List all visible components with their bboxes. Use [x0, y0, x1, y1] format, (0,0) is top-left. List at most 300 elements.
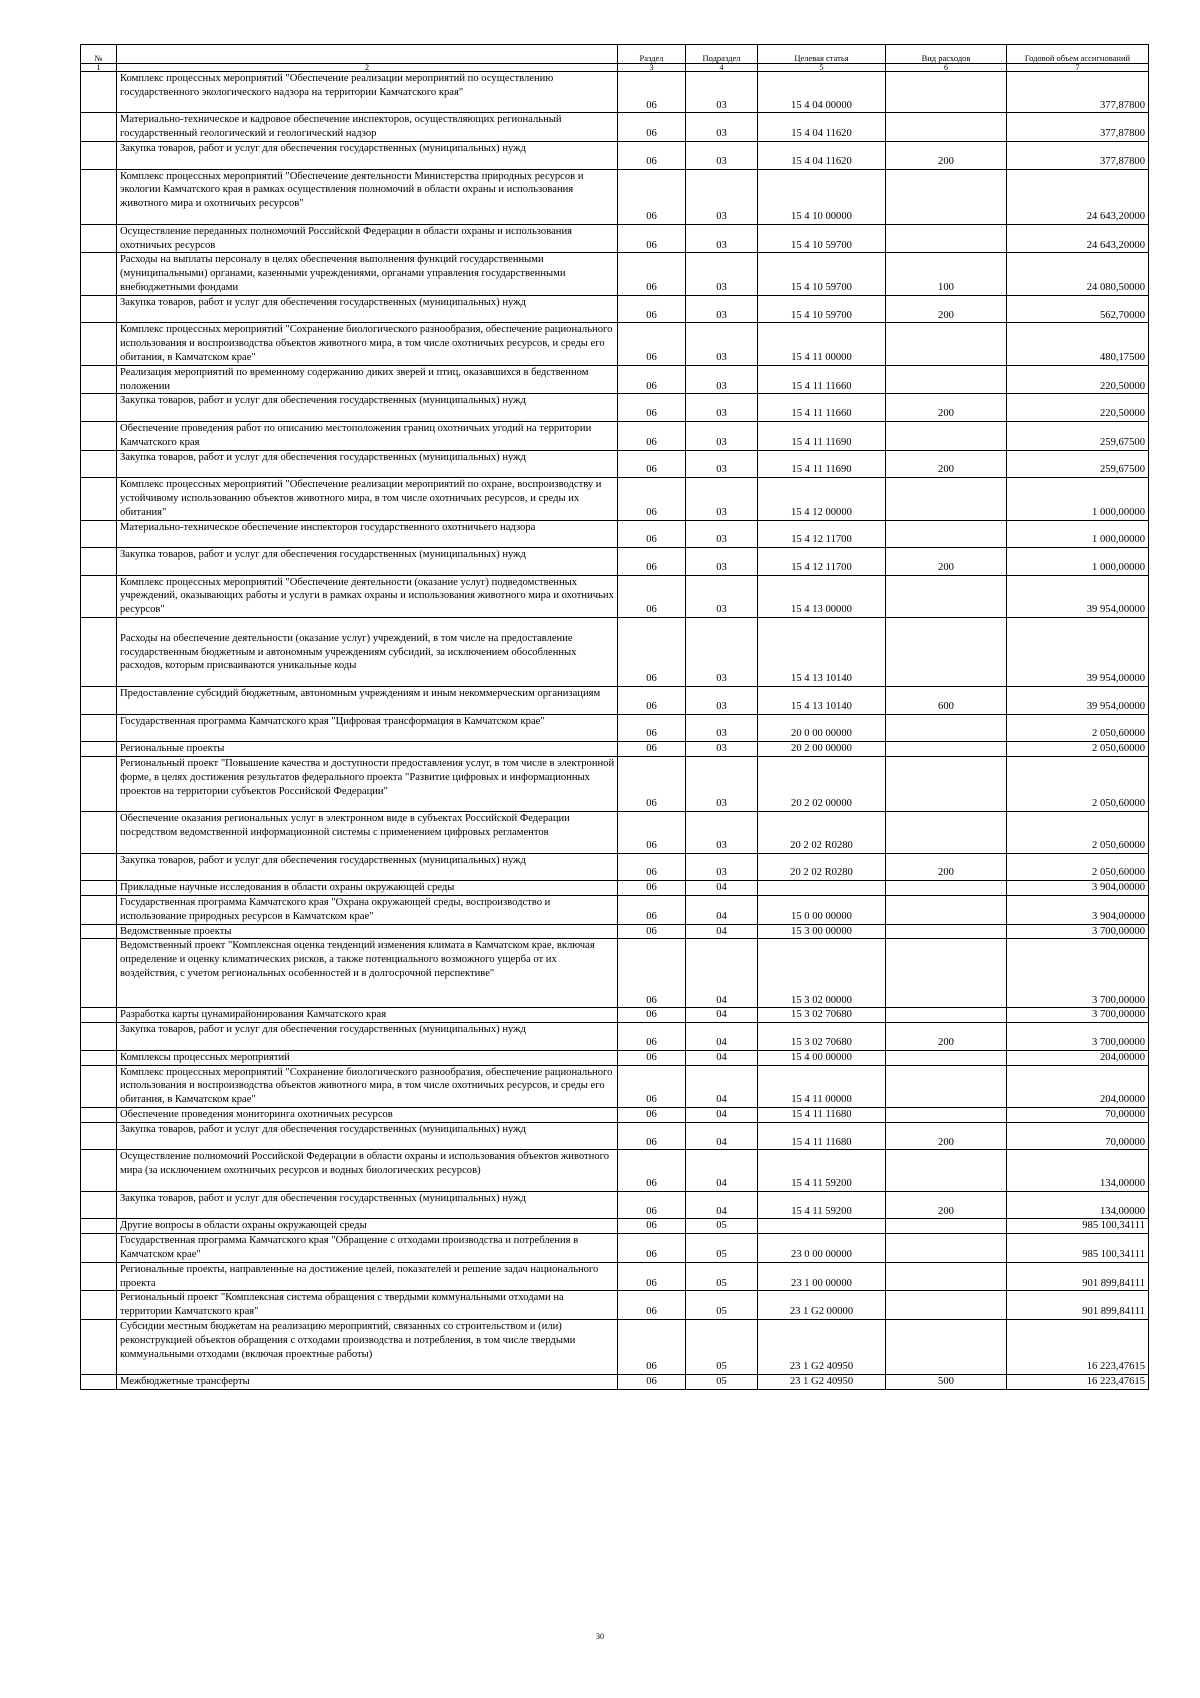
header-expense-type: Вид расходов: [886, 45, 1007, 64]
row-podrazdel-cell: 03: [686, 478, 758, 520]
row-podrazdel-cell: 03: [686, 757, 758, 812]
header-target-article: Целевая статья: [758, 45, 886, 64]
row-podrazdel-cell: 03: [686, 141, 758, 169]
row-razdel-cell: 06: [618, 896, 686, 925]
row-expense-type-cell: [886, 618, 1007, 687]
row-razdel-cell: 06: [618, 169, 686, 224]
row-expense-type-cell: [886, 1050, 1007, 1065]
row-razdel-cell: 06: [618, 520, 686, 548]
row-razdel-cell: 06: [618, 1008, 686, 1023]
row-target-article-cell: 23 1 G2 00000: [758, 1291, 886, 1320]
header-number: №: [81, 45, 117, 64]
table-row: [81, 1050, 1149, 1065]
row-amount-cell: 985 100,34111: [1007, 1234, 1149, 1263]
row-razdel-cell: 06: [618, 450, 686, 478]
table-row: [81, 924, 1149, 939]
row-number-cell: [81, 896, 117, 925]
row-target-article-cell: 15 4 10 59700: [758, 253, 886, 295]
row-amount-cell: 259,67500: [1007, 450, 1149, 478]
row-name-cell: Государственная программа Камчатского края "Охрана окружающей среды, воспроизводство и использование природных ресурсов в Камчатском крае": [117, 896, 618, 925]
row-target-article-cell: 15 4 11 00000: [758, 1065, 886, 1107]
row-expense-type-cell: [886, 714, 1007, 742]
row-target-article-cell: 15 4 00 00000: [758, 1050, 886, 1065]
row-number-cell: [81, 1319, 117, 1374]
row-target-article-cell: 15 3 02 70680: [758, 1008, 886, 1023]
row-name-cell: Комплексы процессных мероприятий: [117, 1050, 618, 1065]
row-razdel-cell: 06: [618, 1122, 686, 1150]
row-podrazdel-cell: 04: [686, 924, 758, 939]
row-amount-cell: 480,17500: [1007, 323, 1149, 365]
row-target-article-cell: 15 4 10 00000: [758, 169, 886, 224]
column-number: 5: [758, 64, 886, 72]
row-number-cell: [81, 742, 117, 757]
row-razdel-cell: 06: [618, 757, 686, 812]
table-row: [81, 548, 1149, 576]
column-number: 6: [886, 64, 1007, 72]
row-expense-type-cell: [886, 742, 1007, 757]
header-name: [117, 45, 618, 64]
table-row: [81, 141, 1149, 169]
row-podrazdel-cell: 04: [686, 1065, 758, 1107]
row-podrazdel-cell: 04: [686, 1023, 758, 1051]
row-razdel-cell: 06: [618, 323, 686, 365]
table-row: [81, 478, 1149, 520]
row-razdel-cell: 06: [618, 924, 686, 939]
row-podrazdel-cell: 03: [686, 812, 758, 853]
row-number-cell: [81, 853, 117, 881]
table-row: [81, 365, 1149, 394]
row-podrazdel-cell: 03: [686, 224, 758, 253]
table-row: [81, 1234, 1149, 1263]
row-razdel-cell: 06: [618, 1150, 686, 1191]
row-number-cell: [81, 757, 117, 812]
row-podrazdel-cell: 03: [686, 575, 758, 617]
table-row: [81, 323, 1149, 365]
row-expense-type-cell: 600: [886, 687, 1007, 715]
row-amount-cell: 24 643,20000: [1007, 224, 1149, 253]
row-razdel-cell: 06: [618, 1375, 686, 1390]
row-target-article-cell: 20 0 00 00000: [758, 714, 886, 742]
row-expense-type-cell: [886, 323, 1007, 365]
row-name-cell: Материально-техническое и кадровое обеспечение инспекторов, осуществляющих региональный государственный геологический и геологический надзор: [117, 113, 618, 142]
row-target-article-cell: 15 3 02 70680: [758, 1023, 886, 1051]
row-expense-type-cell: 200: [886, 450, 1007, 478]
row-expense-type-cell: 200: [886, 1122, 1007, 1150]
row-name-cell: Закупка товаров, работ и услуг для обеспечения государственных (муниципальных) нужд: [117, 1023, 618, 1051]
row-number-cell: [81, 575, 117, 617]
row-amount-cell: 16 223,47615: [1007, 1319, 1149, 1374]
row-podrazdel-cell: 05: [686, 1291, 758, 1320]
row-razdel-cell: 06: [618, 1050, 686, 1065]
table-row: [81, 1150, 1149, 1191]
table-row: [81, 618, 1149, 687]
table-row: [81, 1191, 1149, 1219]
row-name-cell: Межбюджетные трансферты: [117, 1375, 618, 1390]
row-amount-cell: 2 050,60000: [1007, 812, 1149, 853]
row-razdel-cell: 06: [618, 224, 686, 253]
row-amount-cell: 377,87800: [1007, 113, 1149, 142]
row-target-article-cell: 20 2 02 R0280: [758, 812, 886, 853]
table-row: [81, 881, 1149, 896]
row-number-cell: [81, 548, 117, 576]
row-razdel-cell: 06: [618, 1234, 686, 1263]
row-razdel-cell: 06: [618, 687, 686, 715]
row-razdel-cell: 06: [618, 939, 686, 1008]
row-podrazdel-cell: 04: [686, 1050, 758, 1065]
row-razdel-cell: 06: [618, 548, 686, 576]
row-podrazdel-cell: 03: [686, 365, 758, 394]
header-annual-volume: Годовой объем ассигнований: [1007, 45, 1149, 64]
row-podrazdel-cell: 03: [686, 394, 758, 422]
row-name-cell: Прикладные научные исследования в области охраны окружающей среды: [117, 881, 618, 896]
row-amount-cell: 901 899,84111: [1007, 1291, 1149, 1320]
row-expense-type-cell: [886, 72, 1007, 113]
row-expense-type-cell: [886, 421, 1007, 450]
row-name-cell: Предоставление субсидий бюджетным, автономным учреждениям и иным некоммерческим организациям: [117, 687, 618, 715]
row-name-cell: Комплекс процессных мероприятий "Обеспечение реализации мероприятий по охране, воспроизводству и устойчивому использованию объектов животного мира, в том числе охотничьих ресурсов, и среды их обитания": [117, 478, 618, 520]
row-name-cell: Осуществление полномочий Российской Федерации в области охраны и использования объектов животного мира (за исключением охотничьих ресурсов и водных биологических ресурсов): [117, 1150, 618, 1191]
row-number-cell: [81, 1023, 117, 1051]
row-expense-type-cell: [886, 169, 1007, 224]
table-row: [81, 113, 1149, 142]
row-expense-type-cell: [886, 896, 1007, 925]
row-number-cell: [81, 1219, 117, 1234]
row-amount-cell: 3 700,00000: [1007, 1023, 1149, 1051]
row-podrazdel-cell: 03: [686, 169, 758, 224]
row-number-cell: [81, 72, 117, 113]
row-podrazdel-cell: 03: [686, 520, 758, 548]
row-target-article-cell: [758, 1219, 886, 1234]
row-razdel-cell: 06: [618, 618, 686, 687]
row-number-cell: [81, 1065, 117, 1107]
row-target-article-cell: 23 1 G2 40950: [758, 1319, 886, 1374]
row-amount-cell: 220,50000: [1007, 394, 1149, 422]
table-row: [81, 1375, 1149, 1390]
row-target-article-cell: 15 4 04 11620: [758, 113, 886, 142]
row-expense-type-cell: 200: [886, 853, 1007, 881]
row-number-cell: [81, 394, 117, 422]
row-razdel-cell: 06: [618, 881, 686, 896]
row-number-cell: [81, 1122, 117, 1150]
row-podrazdel-cell: 03: [686, 618, 758, 687]
row-name-cell: Обеспечение проведения мониторинга охотничьих ресурсов: [117, 1108, 618, 1123]
row-target-article-cell: 23 1 00 00000: [758, 1262, 886, 1291]
row-target-article-cell: 15 4 11 11690: [758, 421, 886, 450]
row-expense-type-cell: [886, 1219, 1007, 1234]
row-name-cell: Региональный проект "Комплексная система обращения с твердыми коммунальными отходами на территории Камчатского края": [117, 1291, 618, 1320]
row-expense-type-cell: [886, 1234, 1007, 1263]
row-number-cell: [81, 478, 117, 520]
row-name-cell: Государственная программа Камчатского края "Цифровая трансформация в Камчатском крае": [117, 714, 618, 742]
row-name-cell: Региональный проект "Повышение качества и доступности предоставления услуг, в том числе в электронной форме, в целях достижения результатов федерального проекта "Развитие цифровых и информационных проектов на территории субъектов Российской Федерации": [117, 757, 618, 812]
table-row: [81, 169, 1149, 224]
row-name-cell: Закупка товаров, работ и услуг для обеспечения государственных (муниципальных) нужд: [117, 548, 618, 576]
row-number-cell: [81, 295, 117, 323]
row-razdel-cell: 06: [618, 853, 686, 881]
row-expense-type-cell: 100: [886, 253, 1007, 295]
row-razdel-cell: 06: [618, 141, 686, 169]
row-razdel-cell: 06: [618, 1108, 686, 1123]
row-name-cell: Обеспечение оказания региональных услуг в электронном виде в субъектах Российской Федерации посредством ведомственной информационной системы с применением цифровых регламентов: [117, 812, 618, 853]
header-row: [81, 45, 1149, 64]
row-number-cell: [81, 421, 117, 450]
budget-table: [80, 44, 1149, 1390]
row-target-article-cell: [758, 881, 886, 896]
table-row: [81, 1291, 1149, 1320]
row-razdel-cell: 06: [618, 742, 686, 757]
row-expense-type-cell: [886, 1291, 1007, 1320]
table-row: [81, 72, 1149, 113]
row-number-cell: [81, 141, 117, 169]
table-row: [81, 1008, 1149, 1023]
row-expense-type-cell: [886, 881, 1007, 896]
row-podrazdel-cell: 03: [686, 72, 758, 113]
row-amount-cell: 24 643,20000: [1007, 169, 1149, 224]
row-podrazdel-cell: 04: [686, 1191, 758, 1219]
table-row: [81, 1108, 1149, 1123]
row-target-article-cell: 15 4 10 59700: [758, 224, 886, 253]
row-amount-cell: 985 100,34111: [1007, 1219, 1149, 1234]
table-row: [81, 520, 1149, 548]
table-row: [81, 742, 1149, 757]
row-podrazdel-cell: 03: [686, 742, 758, 757]
row-podrazdel-cell: 03: [686, 450, 758, 478]
row-name-cell: Реализация мероприятий по временному содержанию диких зверей и птиц, оказавшихся в бедственном положении: [117, 365, 618, 394]
row-podrazdel-cell: 03: [686, 853, 758, 881]
row-target-article-cell: 15 4 11 11680: [758, 1108, 886, 1123]
row-target-article-cell: 20 2 00 00000: [758, 742, 886, 757]
row-number-cell: [81, 520, 117, 548]
row-number-cell: [81, 1050, 117, 1065]
row-amount-cell: 1 000,00000: [1007, 478, 1149, 520]
row-amount-cell: 3 700,00000: [1007, 939, 1149, 1008]
table-row: [81, 575, 1149, 617]
row-amount-cell: 134,00000: [1007, 1191, 1149, 1219]
row-number-cell: [81, 618, 117, 687]
row-amount-cell: 3 700,00000: [1007, 924, 1149, 939]
row-amount-cell: 2 050,60000: [1007, 853, 1149, 881]
row-number-cell: [81, 1291, 117, 1320]
row-podrazdel-cell: 04: [686, 1122, 758, 1150]
row-razdel-cell: 06: [618, 1319, 686, 1374]
row-name-cell: Комплекс процессных мероприятий "Обеспечение деятельности Министерства природных ресурсов и экологии Камчатского края в рамках осуществления полномочий в области охраны и использования животного мира и охотничьих ресурсов": [117, 169, 618, 224]
row-number-cell: [81, 1262, 117, 1291]
row-name-cell: Закупка товаров, работ и услуг для обеспечения государственных (муниципальных) нужд: [117, 141, 618, 169]
column-number: 2: [117, 64, 618, 72]
row-amount-cell: 39 954,00000: [1007, 687, 1149, 715]
row-expense-type-cell: [886, 1150, 1007, 1191]
header-razdel: Раздел: [618, 45, 686, 64]
row-name-cell: Субсидии местным бюджетам на реализацию мероприятий, связанных со строительством и (или) реконструкцией объектов обращения с отходами производства и потребления, в том числе твердыми коммунальными отходами (включая проектные работы): [117, 1319, 618, 1374]
row-amount-cell: 3 904,00000: [1007, 881, 1149, 896]
row-target-article-cell: 15 4 11 59200: [758, 1150, 886, 1191]
row-target-article-cell: 15 4 10 59700: [758, 295, 886, 323]
row-number-cell: [81, 1191, 117, 1219]
row-amount-cell: 562,70000: [1007, 295, 1149, 323]
row-podrazdel-cell: 03: [686, 421, 758, 450]
row-name-cell: Материально-техническое обеспечение инспекторов государственного охотничьего надзора: [117, 520, 618, 548]
row-razdel-cell: 06: [618, 1262, 686, 1291]
row-amount-cell: 16 223,47615: [1007, 1375, 1149, 1390]
row-razdel-cell: 06: [618, 113, 686, 142]
row-target-article-cell: 15 0 00 00000: [758, 896, 886, 925]
row-expense-type-cell: [886, 812, 1007, 853]
row-razdel-cell: 06: [618, 72, 686, 113]
row-amount-cell: 377,87800: [1007, 141, 1149, 169]
row-expense-type-cell: [886, 757, 1007, 812]
row-amount-cell: 39 954,00000: [1007, 618, 1149, 687]
row-target-article-cell: 15 4 11 00000: [758, 323, 886, 365]
row-amount-cell: 39 954,00000: [1007, 575, 1149, 617]
row-target-article-cell: 15 4 11 11680: [758, 1122, 886, 1150]
row-target-article-cell: 15 4 04 11620: [758, 141, 886, 169]
row-amount-cell: 24 080,50000: [1007, 253, 1149, 295]
row-number-cell: [81, 450, 117, 478]
row-expense-type-cell: [886, 939, 1007, 1008]
row-podrazdel-cell: 05: [686, 1375, 758, 1390]
table-row: [81, 757, 1149, 812]
row-target-article-cell: 15 3 00 00000: [758, 924, 886, 939]
row-expense-type-cell: [886, 365, 1007, 394]
row-expense-type-cell: [886, 575, 1007, 617]
row-podrazdel-cell: 04: [686, 896, 758, 925]
row-name-cell: Расходы на обеспечение деятельности (оказание услуг) учреждений, в том числе на предоставление государственным бюджетным и автономным учреждениям субсидий, за исключением обособленных расходов, которым присваиваются уникальные коды: [117, 618, 618, 687]
row-target-article-cell: 15 4 11 11690: [758, 450, 886, 478]
row-amount-cell: 2 050,60000: [1007, 742, 1149, 757]
row-razdel-cell: 06: [618, 295, 686, 323]
row-number-cell: [81, 1234, 117, 1263]
row-amount-cell: 3 904,00000: [1007, 896, 1149, 925]
table-row: [81, 224, 1149, 253]
row-expense-type-cell: 200: [886, 548, 1007, 576]
row-podrazdel-cell: 03: [686, 687, 758, 715]
row-number-cell: [81, 812, 117, 853]
column-number-row: [81, 64, 1149, 72]
table-row: [81, 295, 1149, 323]
table-row: [81, 1122, 1149, 1150]
row-expense-type-cell: [886, 1065, 1007, 1107]
row-target-article-cell: 15 4 04 00000: [758, 72, 886, 113]
row-razdel-cell: 06: [618, 365, 686, 394]
row-number-cell: [81, 1150, 117, 1191]
row-razdel-cell: 06: [618, 812, 686, 853]
table-row: [81, 1065, 1149, 1107]
row-name-cell: Другие вопросы в области охраны окружающей среды: [117, 1219, 618, 1234]
row-name-cell: Обеспечение проведения работ по описанию местоположения границ охотничьих угодий на территории Камчатского края: [117, 421, 618, 450]
row-number-cell: [81, 253, 117, 295]
row-name-cell: Разработка карты цунамирайонирования Камчатского края: [117, 1008, 618, 1023]
row-name-cell: Закупка товаров, работ и услуг для обеспечения государственных (муниципальных) нужд: [117, 1191, 618, 1219]
row-number-cell: [81, 924, 117, 939]
row-number-cell: [81, 113, 117, 142]
row-podrazdel-cell: 03: [686, 113, 758, 142]
row-number-cell: [81, 1108, 117, 1123]
row-expense-type-cell: [886, 1008, 1007, 1023]
row-amount-cell: 70,00000: [1007, 1122, 1149, 1150]
row-expense-type-cell: [886, 113, 1007, 142]
row-name-cell: Закупка товаров, работ и услуг для обеспечения государственных (муниципальных) нужд: [117, 1122, 618, 1150]
row-name-cell: Комплекс процессных мероприятий "Обеспечение деятельности (оказание услуг) подведомственных учреждений, оказывающих работы и услуги в рамках охраны и использования животного мира и охотничьих ресурсов": [117, 575, 618, 617]
table-row: [81, 939, 1149, 1008]
row-target-article-cell: 15 4 13 10140: [758, 618, 886, 687]
row-name-cell: Региональные проекты: [117, 742, 618, 757]
row-number-cell: [81, 323, 117, 365]
row-podrazdel-cell: 03: [686, 323, 758, 365]
row-podrazdel-cell: 03: [686, 253, 758, 295]
row-expense-type-cell: [886, 1319, 1007, 1374]
column-number: 4: [686, 64, 758, 72]
row-podrazdel-cell: 04: [686, 1150, 758, 1191]
row-amount-cell: 377,87800: [1007, 72, 1149, 113]
row-target-article-cell: 23 1 G2 40950: [758, 1375, 886, 1390]
row-podrazdel-cell: 03: [686, 295, 758, 323]
table-row: [81, 253, 1149, 295]
row-name-cell: Комплекс процессных мероприятий "Сохранение биологического разнообразия, обеспечение рационального использования и воспроизводства объектов животного мира, в том числе охотничьих ресурсов, и среды его обитания, в Камчатском крае": [117, 1065, 618, 1107]
row-expense-type-cell: [886, 924, 1007, 939]
row-podrazdel-cell: 04: [686, 1108, 758, 1123]
row-podrazdel-cell: 04: [686, 939, 758, 1008]
row-target-article-cell: 15 3 02 00000: [758, 939, 886, 1008]
row-name-cell: Закупка товаров, работ и услуг для обеспечения государственных (муниципальных) нужд: [117, 295, 618, 323]
row-amount-cell: 1 000,00000: [1007, 548, 1149, 576]
row-name-cell: Комплекс процессных мероприятий "Обеспечение реализации мероприятий по осуществлению государственного экологического надзора на территории Камчатского края": [117, 72, 618, 113]
row-target-article-cell: 15 4 12 00000: [758, 478, 886, 520]
row-number-cell: [81, 881, 117, 896]
row-expense-type-cell: 200: [886, 295, 1007, 323]
row-expense-type-cell: 200: [886, 1023, 1007, 1051]
row-expense-type-cell: [886, 478, 1007, 520]
row-podrazdel-cell: 04: [686, 1008, 758, 1023]
row-razdel-cell: 06: [618, 421, 686, 450]
row-number-cell: [81, 169, 117, 224]
row-name-cell: Ведомственный проект "Комплексная оценка тенденций изменения климата в Камчатском крае, включая определение и оценку климатических рисков, а также потенциального возможного ущерба от их воздействия, с учетом региональных особенностей и в долгосрочной перспективе": [117, 939, 618, 1008]
row-name-cell: Закупка товаров, работ и услуг для обеспечения государственных (муниципальных) нужд: [117, 450, 618, 478]
row-number-cell: [81, 1375, 117, 1390]
row-expense-type-cell: [886, 1262, 1007, 1291]
table-row: [81, 1219, 1149, 1234]
table-row: [81, 1319, 1149, 1374]
table-row: [81, 1023, 1149, 1051]
row-expense-type-cell: [886, 1108, 1007, 1123]
row-amount-cell: 220,50000: [1007, 365, 1149, 394]
table-row: [81, 394, 1149, 422]
page-number: 30: [596, 1632, 604, 1641]
row-amount-cell: 901 899,84111: [1007, 1262, 1149, 1291]
row-razdel-cell: 06: [618, 1191, 686, 1219]
column-number: 7: [1007, 64, 1149, 72]
row-number-cell: [81, 714, 117, 742]
row-amount-cell: 70,00000: [1007, 1108, 1149, 1123]
table-row: [81, 687, 1149, 715]
row-amount-cell: 204,00000: [1007, 1050, 1149, 1065]
row-amount-cell: 259,67500: [1007, 421, 1149, 450]
row-name-cell: Комплекс процессных мероприятий "Сохранение биологического разнообразия, обеспечение рационального использования и воспроизводства объектов животного мира, в том числе охотничьих ресурсов, и среды его обитания, в Камчатском крае": [117, 323, 618, 365]
table-row: [81, 714, 1149, 742]
row-razdel-cell: 06: [618, 1023, 686, 1051]
row-amount-cell: 2 050,60000: [1007, 714, 1149, 742]
row-razdel-cell: 06: [618, 1291, 686, 1320]
row-amount-cell: 1 000,00000: [1007, 520, 1149, 548]
table-body: [81, 72, 1149, 1390]
table-row: [81, 1262, 1149, 1291]
row-target-article-cell: 15 4 11 11660: [758, 394, 886, 422]
row-target-article-cell: 23 0 00 00000: [758, 1234, 886, 1263]
header-podrazdel: Подраздел: [686, 45, 758, 64]
row-name-cell: Государственная программа Камчатского края "Обращение с отходами производства и потребления в Камчатском крае": [117, 1234, 618, 1263]
row-target-article-cell: 15 4 12 11700: [758, 520, 886, 548]
row-razdel-cell: 06: [618, 253, 686, 295]
row-amount-cell: 134,00000: [1007, 1150, 1149, 1191]
